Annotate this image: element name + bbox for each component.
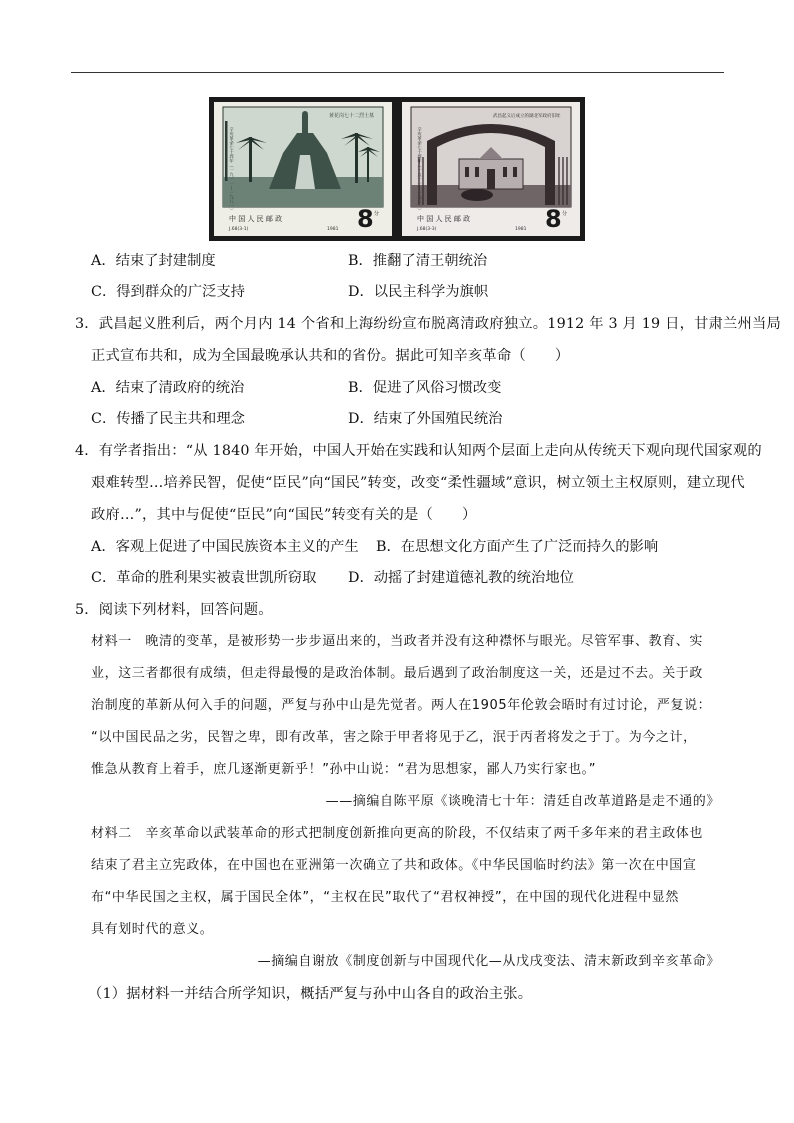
stamp-1-value: 8 bbox=[357, 205, 374, 233]
material-1-source: ——摘编自陈平原《谈晚清七十年：清廷自改革道路是走不通的》 bbox=[325, 794, 720, 809]
stamp-1-country: 中 国 人 民 邮 政 bbox=[229, 215, 283, 223]
stamp-huanghuagang bbox=[209, 97, 397, 241]
material-2-source: —摘编自谢放《制度创新与中国现代化—从戊戌变法、清末新政到辛亥革命》 bbox=[257, 954, 720, 969]
q3-option-d[interactable]: D．结束了外国殖民统治 bbox=[348, 411, 503, 427]
q3-option-b[interactable]: B．促进了风俗习惯改变 bbox=[348, 380, 502, 396]
q3-stem-line-2: 正式宣布共和，成为全国最晚承认共和的省份。据此可知辛亥革命（ ） bbox=[91, 348, 570, 364]
q4-option-a[interactable]: A．客观上促进了中国民族资本主义的产生 bbox=[91, 539, 359, 555]
material-1-line-3: 治制度的革新从何入手的问题，严复与孙中山是先觉者。两人在1905年伦敦会晤时有过讨论，严复说： bbox=[91, 698, 712, 713]
stamp-1-year: 1981 bbox=[327, 227, 339, 232]
q2-option-c[interactable]: C．得到群众的广泛支持 bbox=[91, 284, 245, 300]
stamp-2-code: J.68(3-3) bbox=[417, 227, 437, 232]
q4-option-b[interactable]: B．在思想文化方面产生了广泛而持久的影响 bbox=[376, 539, 659, 555]
material-2-line-2: 结束了君主立宪政体，在中国也在亚洲第一次确立了共和政体。《中华民国临时约法》第一次在中国宣 bbox=[91, 858, 697, 873]
material-2-line-3: 布“中华民国之主权，属于国民全体”，“主权在民”取代了“君权神授”，在中国的现代化进程中显然 bbox=[91, 890, 680, 905]
q4-option-d[interactable]: D．动摇了封建道德礼教的统治地位 bbox=[348, 570, 574, 586]
stamp-2-country: 中 国 人 民 邮 政 bbox=[417, 215, 471, 223]
q4-stem-line-1: 4．有学者指出：“从 1840 年开始，中国人开始在实践和认知两个层面上走向从传统天下观向现代国家观的 bbox=[75, 443, 762, 459]
material-1-line-5: 惟急从教育上着手，庶几逐渐更新乎！”孙中山说：“君为思想家，鄙人乃实行家也。” bbox=[91, 762, 597, 777]
stamp-1-caption: 黄花岗七十二烈士墓 bbox=[329, 113, 375, 119]
q4-stem-line-3: 政府…”，其中与促使“臣民”向“国民”转变有关的是（ ） bbox=[91, 507, 477, 523]
material-1-line-1: 材料一 晚清的变革，是被形势一步步逼出来的，当政者并没有这种襟怀与眼光。尽管军事、教育、实 bbox=[91, 634, 704, 649]
q2-option-b[interactable]: B．推翻了清王朝统治 bbox=[348, 253, 488, 269]
q3-option-c[interactable]: C．传播了民主共和理念 bbox=[91, 411, 245, 427]
q3-option-a[interactable]: A．结束了清政府的统治 bbox=[91, 380, 245, 396]
q2-option-a[interactable]: A．结束了封建制度 bbox=[91, 253, 216, 269]
stamp-images bbox=[209, 97, 585, 241]
material-2-line-4: 具有划时代的意义。 bbox=[91, 922, 214, 937]
stamp-2-value: 8 bbox=[545, 205, 562, 233]
material-2-line-1: 材料二 辛亥革命以武装革命的形式把制度创新推向更高的阶段，不仅结束了两千多年来的君主政体也 bbox=[91, 826, 704, 841]
q4-stem-line-2: 艰难转型…培养民智，促使“臣民”向“国民”转变，改变“柔性疆域”意识，树立领土主权原则，建立现代 bbox=[91, 475, 745, 491]
material-1-line-2: 业，这三者都很有成绩，但走得最慢的是政治体制。最后遇到了政治制度这一关，还是过不去。关于政 bbox=[91, 666, 704, 681]
header-rule bbox=[71, 72, 724, 73]
q2-option-d[interactable]: D．以民主科学为旗帜 bbox=[348, 284, 489, 300]
stamp-1-side-text: 辛亥革命七十周年（一九一一—一九八一） bbox=[228, 127, 234, 213]
stamp-2-caption: 武昌起义后成立的湖北军政府旧址 bbox=[493, 114, 561, 119]
material-1-line-4: “以中国民品之劣，民智之卑，即有改革，害之除于甲者将见于乙，泯于丙者将发之于丁。为今之计， bbox=[91, 730, 697, 745]
stamp-2-unit: 分 bbox=[562, 211, 568, 217]
q5-intro: 5．阅读下列材料，回答问题。 bbox=[75, 602, 273, 618]
q5-subquestion-1: （1）据材料一并结合所学知识，概括严复与孙中山各自的政治主张。 bbox=[88, 986, 533, 1002]
stamp-1-unit: 分 bbox=[374, 211, 380, 217]
stamp-2-side-text: 辛亥革命七十周年（一九一一—一九八一） bbox=[416, 127, 422, 213]
stamp-2-year: 1981 bbox=[515, 227, 527, 232]
stamp-hubei-government bbox=[397, 97, 585, 241]
q3-stem-line-1: 3．武昌起义胜利后，两个月内 14 个省和上海纷纷宣布脱离清政府独立。1912 年 3 月 19 日，甘肃兰州当局 bbox=[75, 316, 782, 332]
stamp-1-code: J.68(3-1) bbox=[229, 227, 249, 232]
q4-option-c[interactable]: C．革命的胜利果实被袁世凯所窃取 bbox=[91, 570, 317, 586]
